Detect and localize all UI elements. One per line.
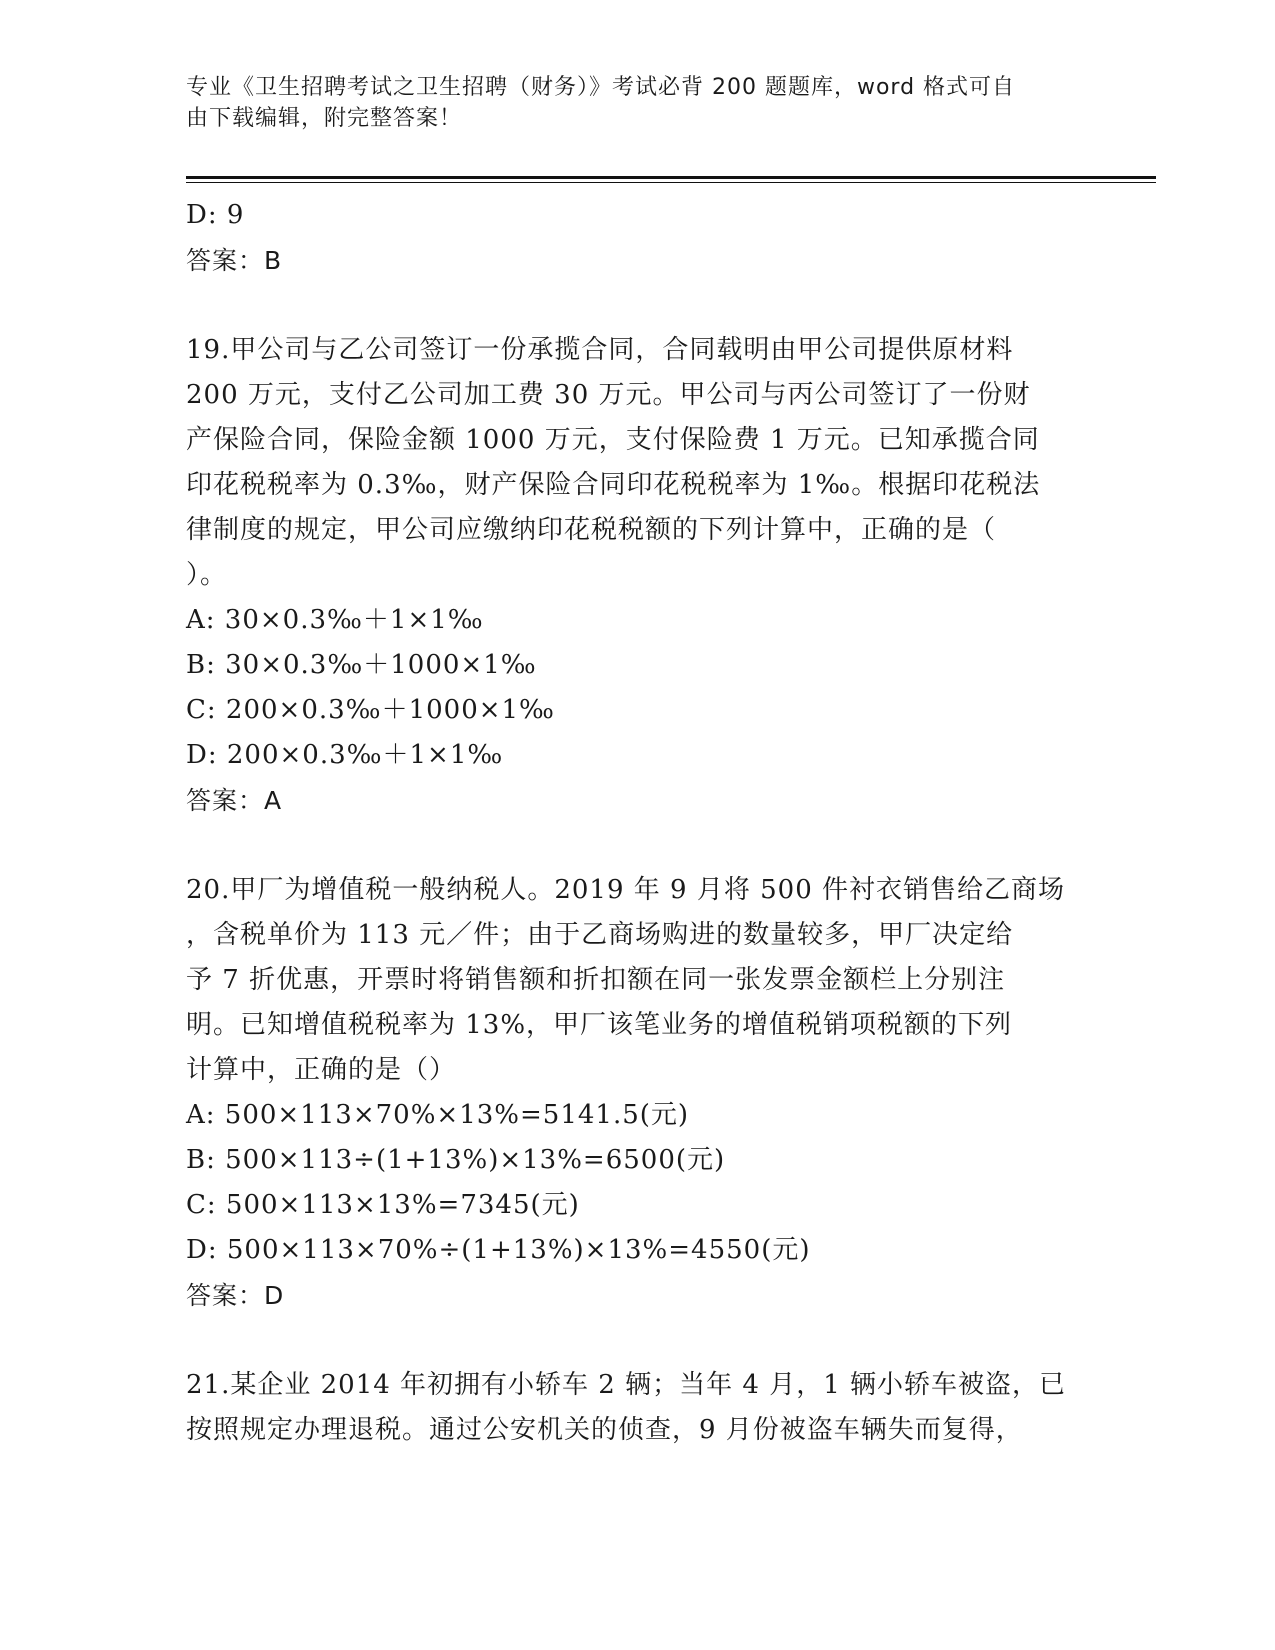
prev-option-d: D: 9 — [186, 200, 245, 230]
question-19 — [186, 328, 1086, 823]
header-line-2: 由下载编辑，附完整答案！ — [186, 106, 463, 131]
q20-option-c: C: 500×113×13%=7345(元) — [186, 1190, 580, 1220]
q21-line: 21.某企业 2014 年初拥有小轿车 2 辆；当年 4 月，1 辆小轿车被盗，已 — [186, 1370, 1066, 1400]
q20-line: ，含税单价为 113 元／件；由于乙商场购进的数量较多，甲厂决定给 — [186, 920, 1014, 950]
header-rule-thick — [186, 176, 1156, 179]
spacer — [186, 1318, 1086, 1363]
document-body — [186, 193, 1086, 1453]
q20-option-d: D: 500×113×70%÷(1+13%)×13%=4550(元) — [186, 1235, 811, 1265]
q19-answer: 答案：A — [186, 786, 283, 815]
question-21 — [186, 1363, 1086, 1453]
prev-answer: 答案：B — [186, 246, 283, 275]
q19-option-c: C: 200×0.3‰＋1000×1‰ — [186, 695, 555, 725]
q19-option-d: D: 200×0.3‰＋1×1‰ — [186, 740, 504, 770]
header-rule-thin — [186, 182, 1156, 183]
q20-line: 20.甲厂为增值税一般纳税人。2019 年 9 月将 500 件衬衣销售给乙商场 — [186, 875, 1066, 905]
q19-line: 200 万元，支付乙公司加工费 30 万元。甲公司与丙公司签订了一份财 — [186, 380, 1031, 410]
question-20 — [186, 868, 1086, 1318]
q19-option-a: A: 30×0.3‰＋1×1‰ — [186, 605, 484, 635]
spacer — [186, 283, 1086, 328]
q20-answer: 答案：D — [186, 1281, 285, 1310]
q20-line: 明。已知增值税税率为 13%，甲厂该笔业务的增值税销项税额的下列 — [186, 1010, 1013, 1040]
q21-line: 按照规定办理退税。通过公安机关的侦查，9 月份被盗车辆失而复得， — [186, 1415, 1023, 1445]
spacer — [186, 823, 1086, 868]
q20-option-b: B: 500×113÷(1+13%)×13%=6500(元) — [186, 1145, 726, 1175]
q19-option-b: B: 30×0.3‰＋1000×1‰ — [186, 650, 537, 680]
q19-line: 印花税税率为 0.3‰，财产保险合同印花税税率为 1‰。根据印花税法 — [186, 470, 1041, 500]
q19-line: ）。 — [186, 560, 228, 590]
q20-option-a: A: 500×113×70%×13%=5141.5(元) — [186, 1100, 690, 1130]
q20-line: 计算中，正确的是（） — [186, 1055, 457, 1085]
q19-line: 19.甲公司与乙公司签订一份承揽合同，合同载明由甲公司提供原材料 — [186, 335, 1014, 365]
q20-line: 予 7 折优惠，开票时将销售额和折扣额在同一张发票金额栏上分别注 — [186, 965, 1006, 995]
q19-line: 律制度的规定，甲公司应缴纳印花税税额的下列计算中，正确的是（ — [186, 515, 997, 545]
header-line-1: 专业《卫生招聘考试之卫生招聘（财务）》考试必背 200 题题库，word 格式可自 — [186, 75, 1016, 100]
q19-line: 产保险合同，保险金额 1000 万元，支付保险费 1 万元。已知承揽合同 — [186, 425, 1040, 455]
page-header — [186, 72, 1066, 134]
